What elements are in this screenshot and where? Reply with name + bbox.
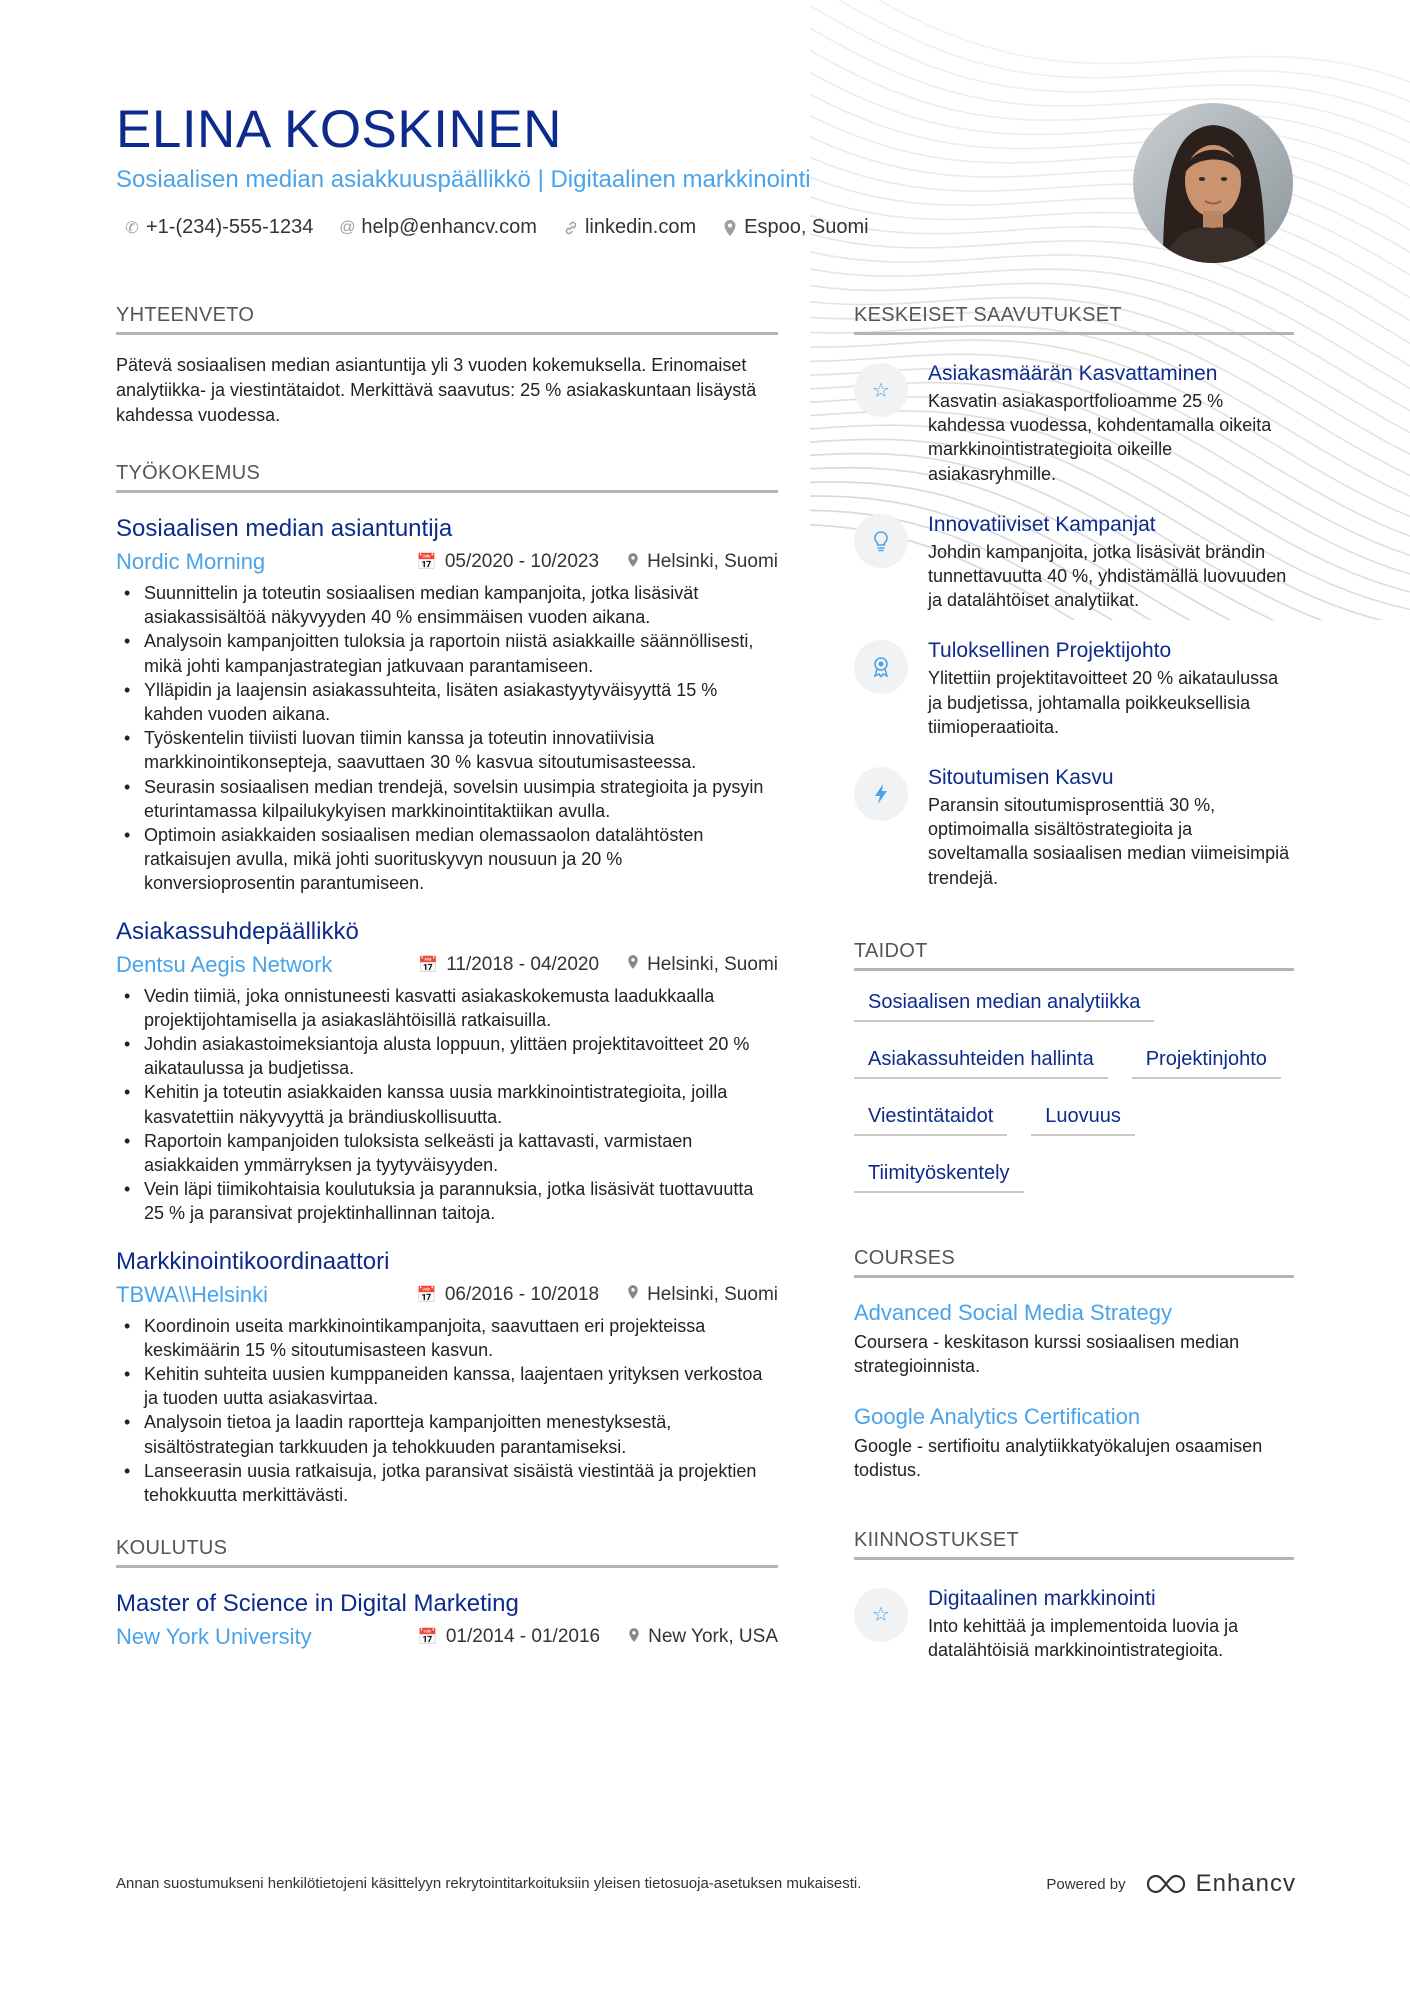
contact-location (722, 216, 869, 239)
location-icon (628, 1627, 640, 1648)
contact-linkedin-text: linkedin.com (584, 216, 697, 238)
job-bullets (116, 1314, 778, 1508)
company-name: TBWA\\Helsinki (116, 1281, 268, 1307)
achievement-title: Tuloksellinen Projektijohto (928, 639, 1172, 663)
bullet-item: • Suunnittelin ja toteutin sosiaalisen median kampanjoita, jotka lisäsivät asiakassisältöä näkyvyyden 40 % ensimmäisen vuoden aikana. (116, 581, 778, 629)
contact-phone-text: +1-(234)-555-1234 (146, 216, 314, 238)
right-column (854, 304, 1294, 1696)
skill-tag: Viestintätaidot (854, 1101, 1007, 1136)
interests-section (854, 1529, 1294, 1662)
star-icon: ☆ (854, 363, 908, 417)
bullet-item: • Raportoin kampanjoiden tuloksista selkeästi ja kattavasti, varmistaen asiakkaiden ymmärryksen ja tyytyväisyyden. (116, 1129, 778, 1177)
bullet-item: • Analysoin tietoa ja laadin raportteja kampanjoitten menestyksestä, sisältöstrategian tarkkuuden ja tehokkuuden parantamiseksi. (116, 1410, 778, 1458)
education-entry (116, 1588, 778, 1650)
powered-by-label: Powered by (1046, 1875, 1126, 1893)
job-location (627, 1284, 778, 1306)
calendar-icon: 📅 (417, 1629, 438, 1647)
calendar-icon: 📅 (416, 554, 437, 571)
job-location-text: Helsinki, Suomi (647, 551, 778, 572)
bullet-item: • Optimoin asiakkaiden sosiaalisen median olemassaolon datalähtösten ratkaisujen avulla, mikä johti suorituskyvyn nousuun ja 20 % konversioprosentin parantumiseen. (116, 823, 778, 896)
calendar-icon: 📅 (418, 956, 439, 974)
wave-line (810, 0, 1410, 82)
section-title: COURSES (854, 1247, 1294, 1278)
candidate-headline: Sosiaalisen median asiakkuuspäällikkö | Digitaalinen markkinointi (116, 166, 811, 193)
profile-photo (1133, 103, 1293, 263)
job-entry (116, 1246, 778, 1508)
achievement-item (854, 359, 1294, 486)
job-meta (116, 549, 778, 575)
job-title: Markkinointikoordinaattori (116, 1247, 390, 1275)
wave-line (810, 0, 1410, 102)
award-icon (854, 640, 908, 694)
lightbulb-icon (854, 514, 908, 568)
achievement-title: Asiakasmäärän Kasvattaminen (928, 362, 1218, 385)
contact-list (116, 216, 1116, 239)
job-dates (417, 1284, 599, 1306)
skills-list (854, 987, 1294, 1193)
skill-tag: Projektinjohto (1132, 1044, 1281, 1079)
contact-linkedin[interactable] (563, 216, 696, 239)
job-location (627, 954, 778, 976)
link-icon (563, 220, 579, 236)
location-icon (627, 954, 639, 975)
course-title: Advanced Social Media Strategy (854, 1299, 1172, 1325)
section-title: TYÖKOKEMUS (116, 462, 778, 493)
section-title: YHTEENVETO (116, 304, 778, 335)
job-location-text: Helsinki, Suomi (647, 953, 778, 975)
achievements-section (854, 304, 1294, 890)
job-title: Sosiaalisen median asiantuntija (116, 515, 453, 542)
bullet-item: • Kehitin ja toteutin asiakkaiden kanssa uusia markkinointistrategioita, joilla kasvatettiin näkyvyyttä ja brändiuskollisuutta. (116, 1080, 778, 1128)
skill-tag: Tiimityöskentely (854, 1158, 1024, 1193)
achievement-desc: Paransin sitoutumisprosenttiä 30 %, optimoimalla sisältöstrategioita ja soveltamalla sosiaalisen median viimeisimpiä trendejä. (928, 795, 1290, 888)
job-meta (116, 952, 778, 978)
bullet-item: • Vein läpi tiimikohtaisia koulutuksia ja parannuksia, jotka lisäsivät tuottavuutta 25 % ja paransivat projektinhallinnan taitoja. (116, 1177, 778, 1225)
location-icon (627, 552, 639, 573)
job-dates (417, 551, 599, 573)
enhancv-logo[interactable] (1144, 1870, 1296, 1898)
section-title: KOULUTUS (116, 1537, 778, 1568)
job-title: Asiakassuhdepäällikkö (116, 917, 359, 945)
contact-email-text: help@enhancv.com (361, 216, 537, 238)
resume-header (116, 100, 1116, 239)
education-dates (418, 1626, 600, 1648)
star-icon: ☆ (854, 1588, 908, 1642)
left-column (116, 304, 778, 1684)
education-location-text: New York, USA (648, 1626, 778, 1648)
powered-by (1046, 1870, 1296, 1898)
contact-location-text: Espoo, Suomi (744, 216, 869, 238)
skills-section (854, 940, 1294, 1193)
bullet-item: • Kehitin suhteita uusien kumppaneiden kanssa, laajentaen yrityksen verkostoa ja tuoden uutta asiakasvirtaa. (116, 1362, 778, 1410)
achievement-desc: Kasvatin asiakasportfolioamme 25 % kahdessa vuodessa, kohdentamalla oikeita markkinointistrategioita oikeille asiakasryhmille. (928, 391, 1272, 484)
contact-phone[interactable] (124, 216, 313, 239)
course-desc: Coursera - keskitason kurssi sosiaalisen median strategioinnista. (854, 1331, 1240, 1377)
bullet-item: • Seurasin sosiaalisen median trendejä, sovelsin uusimpia strategioita ja pysyin eturintamassa kilpailukykyisen markkinointitaktiikan avulla. (116, 775, 778, 823)
job-meta (116, 1282, 778, 1308)
bullet-item: • Analysoin kampanjoitten tuloksia ja raportoin niistä asiakkaille säännöllisesti, mikä johti kampanjastrategian jatkuvaan parantamiseen. (116, 629, 778, 677)
courses-section (854, 1247, 1294, 1483)
education-location (628, 1626, 778, 1648)
phone-icon: ✆ (125, 219, 139, 237)
consent-text: Annan suostumukseni henkilötietojeni käsittelyyn rekrytointitarkoituksiin yleisen tietosuoja-asetuksen mukaisesti. (116, 1875, 862, 1892)
school-name: New York University (116, 1624, 312, 1650)
section-title: TAIDOT (854, 940, 1294, 971)
section-title: KIINNOSTUKSET (854, 1529, 1294, 1560)
summary-text: Pätevä sosiaalisen median asiantuntija yli 3 vuoden kokemuksella. Erinomaiset analytiikka- ja viestintätaidot. Merkittävä saavutus: 25 % asiakaskuntaan lisäystä kahdessa vuodessa. (116, 355, 757, 425)
enhancv-logo-icon (1144, 1872, 1188, 1896)
at-icon: @ (339, 218, 356, 236)
bullet-item: • Johdin asiakastoimeksiantoja alusta loppuun, ylittäen projektitavoitteet 20 % aikataulussa ja budjetissa. (116, 1032, 778, 1080)
job-entry (116, 916, 778, 1226)
education-section (116, 1537, 778, 1650)
degree-title: Master of Science in Digital Marketing (116, 1590, 519, 1618)
job-dates-text: 11/2018 - 04/2020 (446, 953, 600, 975)
summary-section (116, 304, 778, 428)
education-meta (116, 1624, 778, 1650)
location-icon (627, 1284, 639, 1305)
skill-tag: Sosiaalisen median analytiikka (854, 987, 1154, 1022)
achievement-item (854, 763, 1294, 890)
company-name: Nordic Morning (116, 549, 266, 574)
course-item (854, 1298, 1294, 1378)
job-dates (418, 954, 599, 976)
calendar-icon: 📅 (416, 1286, 437, 1304)
company-name: Dentsu Aegis Network (116, 951, 333, 977)
enhancv-logo-text: Enhancv (1195, 1870, 1296, 1897)
job-bullets (116, 984, 778, 1226)
candidate-name: ELINA KOSKINEN (116, 100, 562, 159)
job-location (627, 551, 778, 573)
education-dates-text: 01/2014 - 01/2016 (445, 1626, 601, 1648)
page-footer (116, 1870, 1296, 1898)
job-bullets (116, 581, 778, 896)
achievement-item (854, 510, 1294, 613)
bullet-item: • Ylläpidin ja laajensin asiakassuhteita, lisäten asiakastyytyväisyyttä 15 % kahden vuoden aikana. (116, 678, 778, 726)
course-title: Google Analytics Certification (854, 1404, 1141, 1430)
course-item (854, 1402, 1294, 1482)
achievement-desc: Johdin kampanjoita, jotka lisäsivät brändin tunnettavuutta 40 %, yhdistämällä luovuuden ja datalähtöiset analytiikat. (928, 541, 1287, 611)
achievement-desc: Ylitettiin projektitavoitteet 20 % aikataulussa ja budjetissa, johtamalla poikkeuksellisia tiimioperaatioita. (928, 668, 1279, 737)
bullet-item: • Lanseerasin uusia ratkaisuja, jotka paransivat sisäistä viestintää ja projektien tehokkuutta merkittävästi. (116, 1459, 778, 1507)
bullet-item: • Koordinoin useita markkinointikampanjoita, saavuttaen eri projekteissa keskimäärin 15 % sitoutumisasteen kasvun. (116, 1314, 778, 1362)
bullet-item: • Vedin tiimiä, joka onnistuneesti kasvatti asiakaskokemusta laadukkaalla projektijohtamisella ja asiakaslähtöisillä ratkaisuilla. (116, 984, 778, 1032)
interest-title: Digitaalinen markkinointi (928, 1586, 1156, 1610)
achievement-item (854, 636, 1294, 739)
bullet-item: • Työskentelin tiiviisti luovan tiimin kanssa ja toteutin innovatiivisia markkinointikonsepteja, saavuttaen 30 % kasvua sitoutumisasteessa. (116, 726, 778, 774)
course-desc: Google - sertifioitu analytiikkatyökalujen osaamisen todistus. (854, 1436, 1263, 1481)
achievement-title: Sitoutumisen Kasvu (928, 766, 1114, 790)
location-icon (722, 219, 738, 237)
job-location-text: Helsinki, Suomi (647, 1283, 778, 1305)
interest-item (854, 1584, 1294, 1662)
achievement-title: Innovatiiviset Kampanjat (928, 512, 1156, 536)
job-dates-text: 05/2020 - 10/2023 (444, 551, 600, 572)
job-dates-text: 06/2016 - 10/2018 (444, 1283, 600, 1305)
section-title: KESKEISET SAAVUTUKSET (854, 304, 1294, 335)
job-entry (116, 513, 778, 896)
lightning-icon (854, 767, 908, 821)
skill-tag: Luovuus (1031, 1101, 1135, 1136)
skill-tag: Asiakassuhteiden hallinta (854, 1044, 1108, 1079)
interest-desc: Into kehittää ja implementoida luovia ja datalähtöisiä markkinointistrategioita. (928, 1615, 1239, 1660)
contact-email[interactable] (339, 216, 537, 239)
experience-section (116, 462, 778, 1507)
